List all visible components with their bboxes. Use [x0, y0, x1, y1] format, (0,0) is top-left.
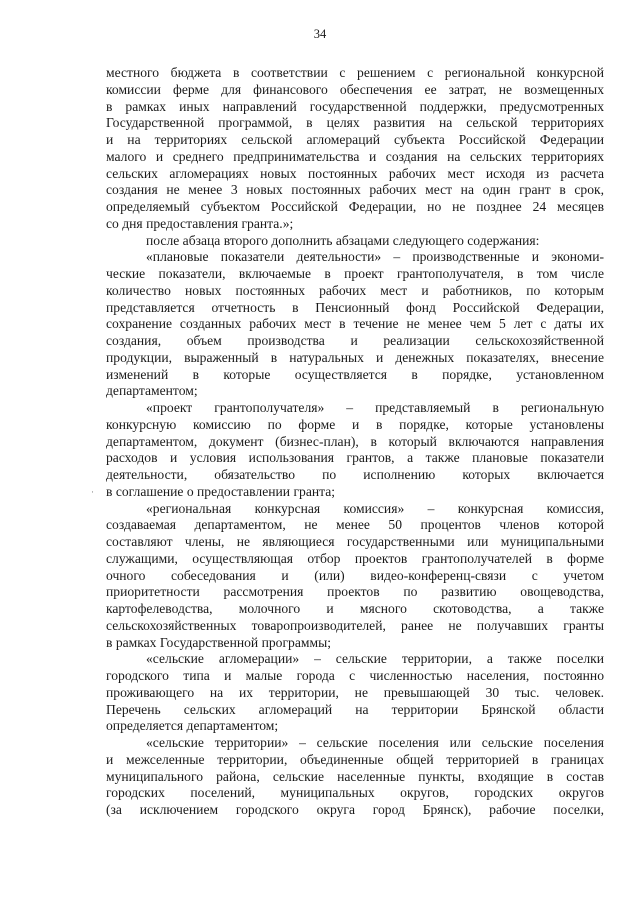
text-line: расходов и условия использования грантов, а также плановые показатели	[106, 450, 604, 466]
text-line: Перечень сельских агломераций на территории Брянской области	[106, 701, 604, 717]
text-line: количество новых постоянных рабочих мест и работников, по которым	[106, 282, 604, 298]
text-line: конкурсную комиссию по форме и в порядке, которые установлены	[106, 416, 604, 432]
text-line: сельскохозяйственных товаропроизводителей, ранее не получавших гранты	[106, 617, 604, 633]
text-line: изменений в которые осуществляется в порядке, установленном	[106, 366, 604, 382]
text-line: «сельские агломерации» – сельские территории, а также поселки	[146, 651, 604, 667]
text-line: определяется департаментом;	[106, 718, 279, 734]
text-line: ческие показатели, включаемые в проект грантополучателя, в том числе	[106, 266, 604, 281]
text-line: сельских агломерациях новых постоянных рабочих мест исходя из расчета	[106, 165, 604, 181]
text-line: создания, объем производства и реализации сельскохозяйственной	[106, 333, 604, 348]
document-body	[106, 65, 604, 819]
text-line: создаваемая департаментом, не менее 50 процентов членов которой	[106, 517, 604, 533]
text-line: департаментом, документ (бизнес-план), в который включаются направления	[106, 433, 604, 449]
text-line: в рамках Государственной программы;	[106, 634, 331, 650]
text-line: и на территориях сельской агломераций субъекта Российской Федерации	[106, 132, 604, 147]
text-line: очного собеседования и (или) видео-конференц-связи с учетом	[106, 567, 604, 583]
text-line: представляется отчетность в Пенсионный фонд Российской Федерации,	[106, 299, 604, 315]
text-line: деятельности, обязательство по исполнению которых включается	[106, 467, 604, 482]
margin-mark: ·	[91, 487, 94, 497]
paragraph	[106, 651, 604, 735]
text-line: комиссии ферме для финансового обеспечения ее затрат, не возмещенных	[106, 81, 604, 97]
paragraph	[106, 735, 604, 819]
text-line: малого и среднего предпринимательства и создания на сельских территориях	[106, 148, 604, 164]
text-line: служащими, осуществляющая отбор проектов грантополучателей в форме	[106, 550, 604, 566]
text-line: проживающего на их территории, не превышающей 30 тыс. человек.	[106, 684, 604, 700]
text-line: после абзаца второго дополнить абзацами следующего содержания:	[146, 232, 540, 248]
text-line: определяемый субъектом Российской Федерации, но не позднее 24 месяцев	[106, 199, 604, 214]
text-line: в рамках иных направлений государственной поддержки, предусмотренных	[106, 98, 604, 114]
text-line: «проект грантополучателя» – представляемый в региональную	[146, 400, 604, 415]
text-line: в соглашение о предоставлении гранта;	[106, 483, 336, 499]
text-line: муниципального района, сельские населенные пункты, входящие в состав	[106, 768, 604, 784]
text-line: продукции, выраженный в натуральных и денежных показателях, внесение	[106, 349, 604, 365]
text-line: со дня предоставления гранта.»;	[106, 215, 294, 231]
page-number: 34	[313, 27, 327, 41]
text-line: Государственной программой, в целях развития на сельской территориях	[106, 115, 604, 131]
text-line: сохранение созданных рабочих мест в течение не менее чем 5 лет с даты их	[106, 316, 604, 332]
text-line: городского типа и малые города с численностью населения, постоянно	[106, 668, 604, 683]
text-line: «региональная конкурсная комиссия» – конкурсная комиссия,	[146, 500, 604, 516]
text-line: составляют члены, не являющиеся государственными или муниципальными	[106, 534, 604, 549]
text-line: департаментом;	[106, 383, 198, 399]
text-line: «сельские территории» – сельские поселения или сельские поселения	[146, 735, 604, 750]
paragraph	[106, 400, 604, 501]
text-line: приоритетности рассмотрения проектов по развитию овощеводства,	[106, 584, 604, 600]
paragraph	[106, 233, 604, 250]
text-line: «плановые показатели деятельности» – производственные и экономи-	[146, 249, 604, 265]
text-line: создания не менее 3 новых постоянных рабочих мест на один грант в срок,	[106, 182, 604, 198]
text-line: городских поселений, муниципальных округов, городских округов	[106, 785, 604, 801]
text-line: местного бюджета в соответствии с решением с региональной конкурсной	[106, 65, 604, 80]
text-line: картофелеводства, молочного и мясного скотоводства, а также	[106, 601, 604, 616]
paragraph	[106, 249, 604, 400]
paragraph	[106, 65, 604, 233]
text-line: и межселенные территории, объединенные общей территорией в границах	[106, 751, 604, 767]
paragraph	[106, 501, 604, 652]
text-line: (за исключением городского округа город Брянск), рабочие поселки,	[106, 802, 604, 817]
